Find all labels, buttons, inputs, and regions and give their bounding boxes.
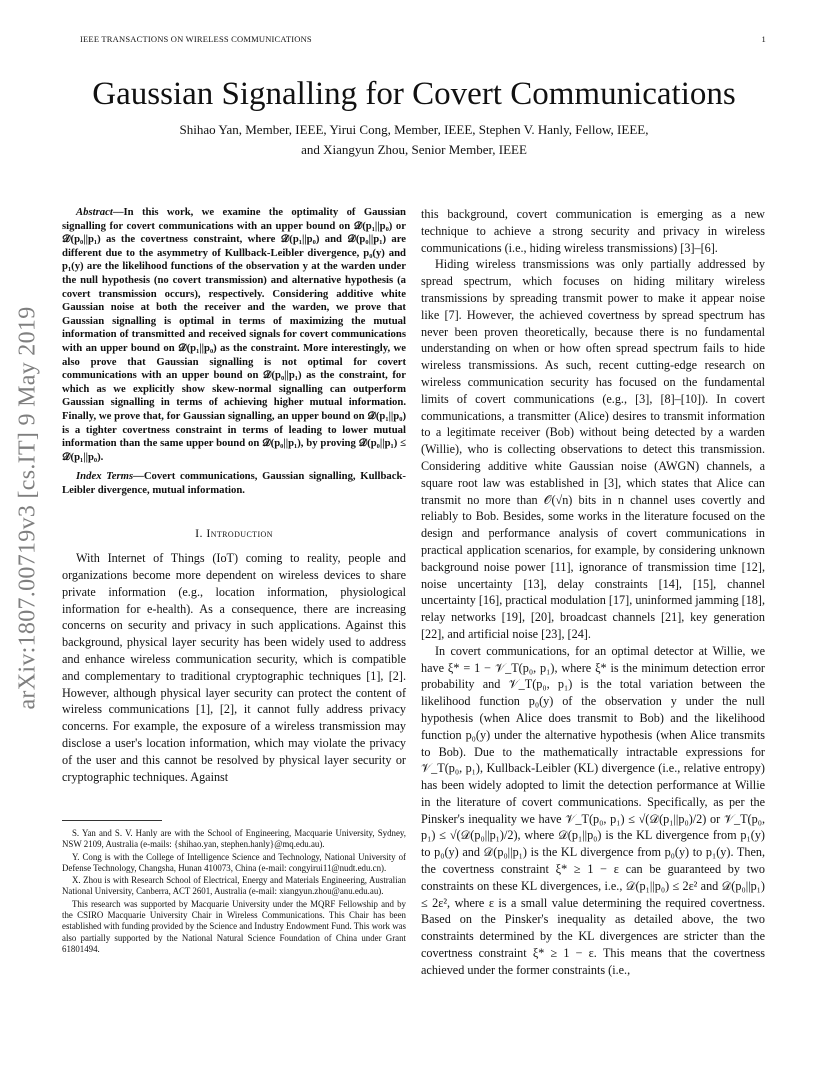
intro-paragraph-1: With Internet of Things (IoT) coming to reality, people and organizations become more dependent on wireless devices to share private information (e.g., location information, physiological information for e-health). As a consequence, there are increasing concerns on security and privacy in such applications. Against this background, physical layer security has been widely used to address and enhance wireless communication security, which is compatible and complementary to traditional cryptographic techniques [1], [2]. However, although physical layer security can protect the content of wireless communications [1], [2], it cannot fully address privacy concerns. For example, the exposure of a wireless transmission may disclose a user's location information, which may violate the privacy of the user and this cannot be resolved by physical layer security or cryptographic techniques. Against [62,551,406,784]
page-number: 1 [761,34,766,44]
author-line-2: and Xiangyun Zhou, Senior Member, IEEE [301,142,527,157]
right-column [421,206,765,979]
footnote-funding: This research was supported by Macquarie University under the MQRF Fellowship and by the CSIRO Macquarie University Chair in Wireless Communications. This Chair has been established with funding provided by the Science and Industry Endowment Fund. This work was also partially supported by the National Natural Science Foundation of China under Grant 61801494. [62,898,406,954]
left-column [62,206,406,785]
index-terms-text: —Covert communications, Gaussian signalling, Kullback-Leibler divergence, mutual information. [62,470,406,496]
abstract [62,206,406,464]
intro-paragraph-1-continued: this background, covert communication is emerging as a new technique to achieve a strong security and privacy in wireless communications (i.e., hiding wireless transmissions) [3]–[6]. [421,207,765,255]
footnote-affiliation-yan-hanly: S. Yan and S. V. Hanly are with the School of Engineering, Macquarie University, Sydney, NSW 2109, Australia (e-mails: {shihao.yan, stephen.hanly}@mq.edu.au). [62,828,406,850]
index-terms [62,470,406,497]
footnote-affiliation-cong: Y. Cong is with the College of Intelligence Science and Technology, National University of Defense Technology, Changsha, Hunan 410073, China (e-mail: congyirui11@nudt.edu.cn). [62,851,406,873]
footnote-rule [62,820,162,821]
section-title: Introduction [206,526,273,541]
abstract-label: Abstract [76,206,113,218]
footnotes [62,828,406,956]
abstract-text: —In this work, we examine the optimality of Gaussian signalling for covert communications with an upper bound on 𝒟(p₁||p₀) or 𝒟(p₀||p₁) as the covertness constraint, where 𝒟(p₁||p₀) and 𝒟(p₀||p₁) are different due to the asymmetry of Kullback-Leibler divergence, p₀(y) and p₁(y) are the likelihood functions of the observation y at the warden under the null hypothesis (no covert transmission) and alternative hypothesis (a covert transmission occurs), respectively. Considering additive white Gaussian noise at both the receiver and the warden, we prove that Gaussian signalling is optimal in terms of maximizing the mutual information of transmitted and received signals for covert communications with an upper bound on 𝒟(p₁||p₀) as the constraint. More interestingly, we also prove that Gaussian signalling is not optimal for covert communications with an upper bound on 𝒟(p₀||p₁) as the constraint, for which as we explicitly show skew-normal signalling can outperform Gaussian signalling in terms of achieving higher mutual information. Finally, we prove that, for Gaussian signalling, an upper bound on 𝒟(p₁||p₀) is a tighter covertness constraint in terms of leading to lower mutual information than the same upper bound on 𝒟(p₀||p₁), by proving 𝒟(p₀||p₁) ≤ 𝒟(p₁||p₀). [62,206,406,463]
journal-name: IEEE TRANSACTIONS ON WIRELESS COMMUNICATIONS [80,34,312,44]
section-number: I. [195,526,203,541]
arxiv-identifier[interactable]: arXiv:1807.00719v3 [cs.IT] 9 May 2019 [14,306,41,710]
author-line-1: Shihao Yan, Member, IEEE, Yirui Cong, Member, IEEE, Stephen V. Hanly, Fellow, IEEE, [179,122,649,137]
index-terms-label: Index Terms [76,470,134,483]
author-list [100,120,728,160]
intro-paragraph-3: In covert communications, for an optimal detector at Willie, we have ξ* = 1 − 𝒱_T(p₀, p₁), where ξ* is the minimum detection error probability and 𝒱_T(p₀, p₁) is the total variation between the likelihood function p₀(y) of the observation y under the null hypothesis (when Alice does transmit to Bob) and the likelihood function p₀(y) under the alternative hypothesis (when Alice transmits to Bob). Due to the mathematically intractable expressions for 𝒱_T(p₀, p₁), Kullback-Leibler (KL) divergence (i.e., relative entropy) has been widely adopted to limit the detection performance at Willie in the literature of covert communications. Specifically, as per the Pinsker's inequality we have 𝒱_T(p₀, p₁) ≤ √(𝒟(p₁||p₀)/2) or 𝒱_T(p₀, p₁) ≤ √(𝒟(p₀||p₁)/2), where 𝒟(p₁||p₀) is the KL divergence from p₁(y) to p₀(y) and 𝒟(p₀||p₁) is the KL divergence from p₀(y) to p₁(y). Then, the covertness constraint ξ* ≥ 1 − ε can be guaranteed by two constraints on these KL divergences, i.e., 𝒟(p₁||p₀) ≤ 2ε² and 𝒟(p₀||p₁) ≤ 2ε², where ε is a small value determining the required covertness. Based on the Pinsker's inequality as detailed above, the two constraints determined by the KL divergences are stricter than the covertness constraint ξ* ≥ 1 − ε. This means that the covertness achieved under the former constraints (i.e., [421,643,765,977]
paper-title: Gaussian Signalling for Covert Communications [92,76,736,112]
footnote-affiliation-zhou: X. Zhou is with Research School of Electrical, Energy and Materials Engineering, Australian National University, Canberra, ACT 2601, Australia (e-mail: xiangyun.zhou@anu.edu.au). [62,875,406,897]
intro-paragraph-2: Hiding wireless transmissions was only partially addressed by spread spectrum, which focuses on hiding military wireless transmissions by spreading transmit power to make it appear noise like [7]. However, the achieved covertness by spread spectrum has never been proven theoretically, because there is no fundamental understanding on when or how often spread spectrum fails to hide wireless transmissions. As such, recent cutting-edge research on wireless communication security has focused on the fundamental limits of covert communications (e.g., [3], [8]–[10]). In covert communications, a transmitter (Alice) desires to transmit information to a legitimate receiver (Bob) without being detected by a warden (Willie), who is collecting observations to detect this transmission. Considering additive white Gaussian noise (AWGN) channels, a square root law was established in [3], which states that Alice can transmit no more than 𝒪(√n) bits in n channel uses covertly and reliably to Bob. Besides, some works in the literature focused on the design and performance analysis of covert communications in practical application scenarios, for example, by considering unknown background noise power [11], ignorance of transmission time [12], noise uncertainty [13], delay constraints [14], [15], channel uncertainty [16], practical modulation [17], uninformed jamming [18], relay networks [19], [20], broadcast channels [21], key generation [22], and artificial noise [23], [24]. [421,257,765,641]
section-heading [62,525,406,542]
arxiv-stamp[interactable] [8,268,48,748]
running-header [80,34,766,48]
